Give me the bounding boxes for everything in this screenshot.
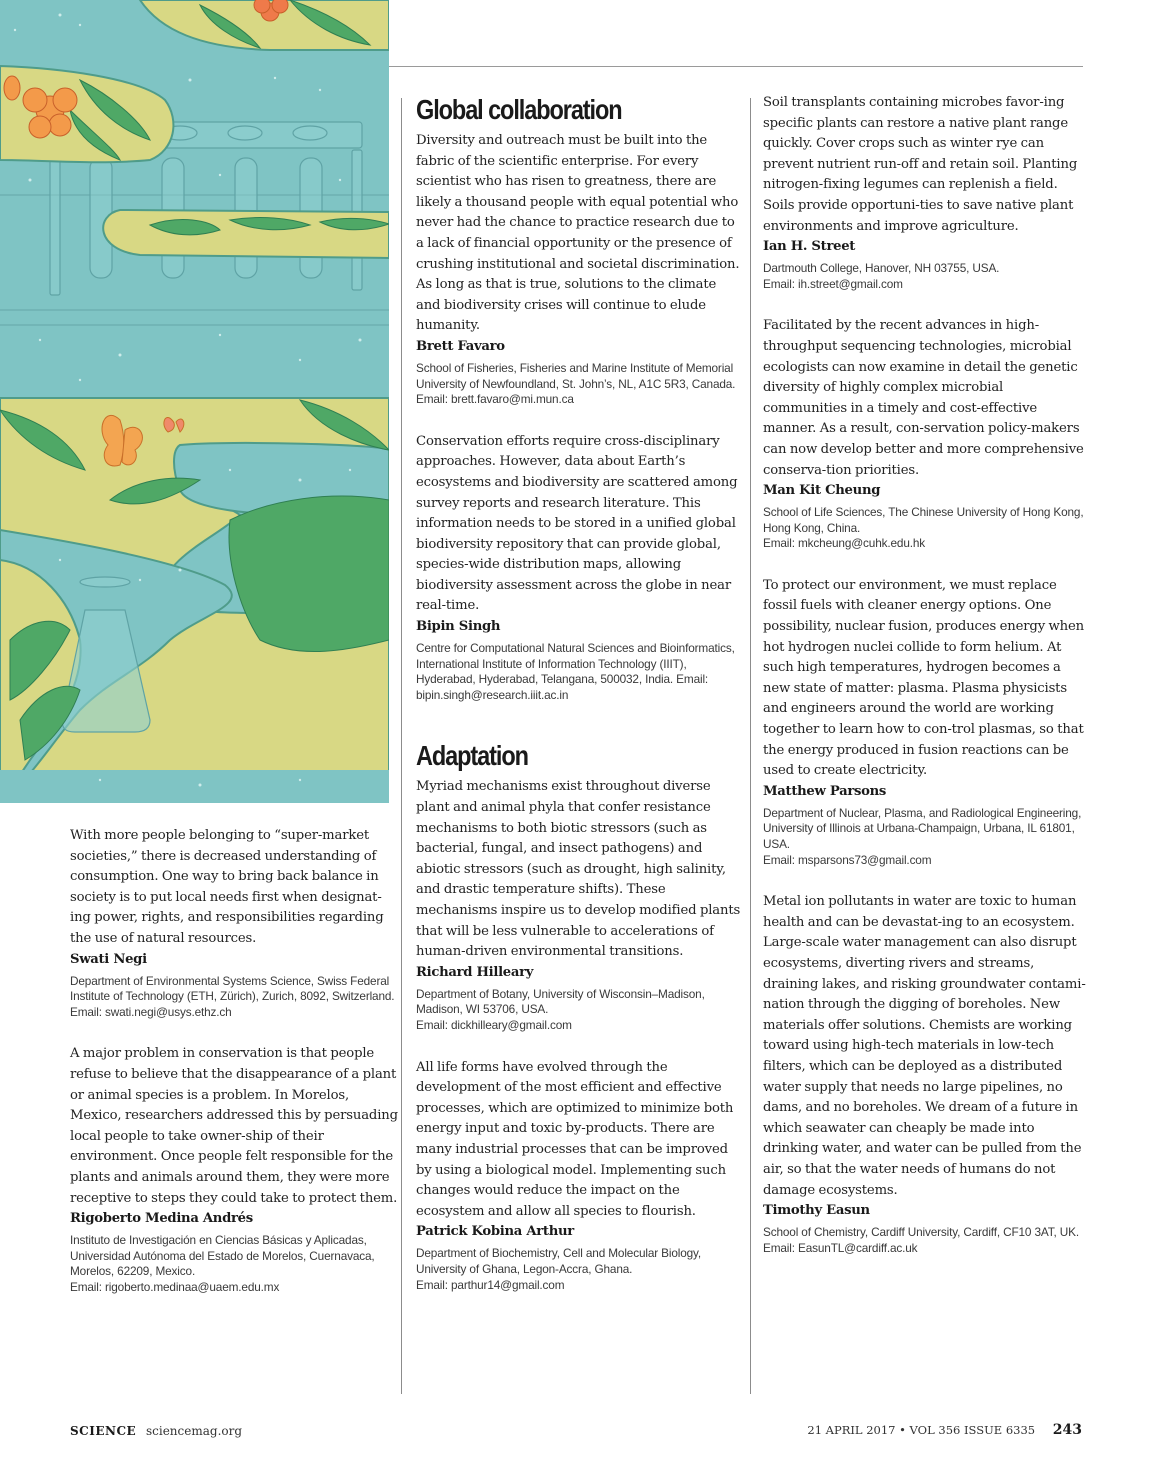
letter-body: Metal ion pollutants in water are toxic to human health and can be devastat-ing to an ecosystem. Large-scale water management can also disrupt ecosystems, diverting rivers and streams, draining lakes, and risking groundwater contami-nation through the digging of boreholes. New materials offer solutions. Chemists are working toward using high-tech materials in low-tech filters, which can be deployed as a distributed water supply that needs no large pipelines, no dams, and no boreholes. We dream of a future in which seawater can cheaply be made into drinking water, and water can be pulled from the air, so that the water needs of humans do not damage ecosystems. bbox=[763, 894, 1086, 1198]
column-divider-left bbox=[401, 98, 402, 1394]
column-middle bbox=[416, 93, 741, 1317]
affiliation-text: Instituto de Investigación en Ciencias Básicas y Aplicadas, Universidad Autónoma del Estado de Morelos, Cuernavaca, Morelos, 62209, Mexico. bbox=[70, 1233, 375, 1279]
article-illustration bbox=[0, 0, 389, 803]
affiliation-text: Department of Biochemistry, Cell and Molecular Biology, University of Ghana, Legon-Accra, Ghana. bbox=[416, 1246, 702, 1276]
letter-author: Timothy Easun bbox=[763, 1203, 870, 1219]
column-right bbox=[763, 93, 1088, 1280]
letter-affiliation bbox=[416, 987, 741, 1034]
letter-affiliation bbox=[416, 1246, 741, 1293]
affiliation-email: Email: ih.street@gmail.com bbox=[763, 276, 903, 291]
letter-author: Matthew Parsons bbox=[763, 783, 887, 799]
letter-body: All life forms have evolved through the development of the most efficient and effective processes, which are optimized to minimize both energy input and toxic by-products. There are many industrial processes that can be improved by using a biological model. Implementing such changes would reduce the impact on the ecosystem and allow all species to flourish. bbox=[416, 1059, 734, 1219]
letter bbox=[416, 1058, 741, 1294]
letter-body: Facilitated by the recent advances in high-throughput sequencing technologies, microbial ecologists can now examine in detail the genetic diversity of highly complex microbial communities in a timely and cost-effective manner. As a result, con-servation policy-makers can now develop better and more comprehensive conserva-tion priorities. bbox=[763, 318, 1084, 478]
section-heading-global-collaboration: Global collaboration bbox=[416, 94, 622, 125]
letter-affiliation bbox=[763, 806, 1088, 868]
affiliation-text: Department of Environmental Systems Science, Swiss Federal Institute of Technology (ETH, Zürich), Zurich, 8092, Switzerland. bbox=[70, 973, 395, 1004]
letter-body: To protect our environment, we must replace fossil fuels with cleaner energy options. One possibility, nuclear fusion, produces energy when hot hydrogen nuclei collide to form helium. At such high temperatures, hydrogen becomes a new state of matter: plasma. Plasma physicists and engineers around the world are working together to learn how to con-trol plasmas, so that the energy produced in fusion reactions can be used to create electricity. bbox=[763, 577, 1085, 779]
letter-author: Rigoberto Medina Andrés bbox=[70, 1211, 253, 1227]
affiliation-email: Email: parthur14@gmail.com bbox=[416, 1277, 565, 1292]
letter bbox=[763, 892, 1088, 1256]
top-rule bbox=[389, 66, 1083, 67]
column-left bbox=[70, 826, 400, 1319]
letter bbox=[70, 826, 400, 1020]
letter bbox=[416, 432, 741, 704]
journal-website[interactable]: sciencemag.org bbox=[145, 1424, 243, 1438]
affiliation-email: Email: msparsons73@gmail.com bbox=[763, 852, 932, 867]
letter-author: Brett Favaro bbox=[416, 338, 505, 354]
letter bbox=[416, 777, 741, 1033]
letter-author: Man Kit Cheung bbox=[763, 483, 881, 499]
letter-affiliation bbox=[763, 261, 1088, 292]
letter-body: With more people belonging to “super-market societies,” there is decreased understanding of consumption. One way to bring back balance in society is to put local needs first when designat-ing power, rights, and responsibilities regarding the use of natural resources. bbox=[70, 828, 384, 946]
footer-left bbox=[70, 1424, 242, 1438]
letter bbox=[70, 1044, 400, 1295]
letter-body: Diversity and outreach must be built into the fabric of the scientific enterprise. For every scientist who has risen to greatness, there are likely a thousand people with equal potential who never had the chance to practice research due to a lack of financial opportunity or the presence of crushing institutional and societal discrimination. As long as that is true, solutions to the climate and biodiversity crises will continue to elude humanity. bbox=[416, 133, 740, 334]
footer-right bbox=[807, 1422, 1082, 1438]
letter-affiliation bbox=[70, 974, 400, 1021]
letter-author: Bipin Singh bbox=[416, 619, 501, 635]
affiliation-text: School of Life Sciences, The Chinese University of Hong Kong, Hong Kong, China. bbox=[763, 505, 1084, 535]
affiliation-email: Email: mkcheung@cuhk.edu.hk bbox=[763, 536, 926, 551]
column-divider-right bbox=[750, 98, 751, 1394]
letter-affiliation: Centre for Computational Natural Sciences and Bioinformatics, International Institute of Information Technology (IIIT), Hyderabad, Hyderabad, Telangana, 500032, India. Email: bipin.singh@research.iiit.ac.in bbox=[416, 641, 735, 702]
letter-body: Soil transplants containing microbes favor-ing specific plants can restore a native plant range quickly. Cover crops such as winter rye can prevent nutrient run-off and retain soil. Planting nitrogen-fixing legumes can replenish a field. Soils provide opportuni-ties to save native plant environments and improve agriculture. bbox=[763, 95, 1078, 234]
letter bbox=[763, 93, 1088, 292]
journal-brand: SCIENCE bbox=[70, 1424, 137, 1438]
letter-author: Swati Negi bbox=[70, 951, 147, 967]
letter-affiliation bbox=[763, 505, 1088, 552]
letter-affiliation bbox=[70, 1233, 400, 1295]
issue-info: 21 APRIL 2017 • VOL 356 ISSUE 6335 bbox=[807, 1423, 1036, 1437]
page-number: 243 bbox=[1052, 1422, 1082, 1438]
affiliation-text: Dartmouth College, Hanover, NH 03755, USA. bbox=[763, 261, 1000, 276]
affiliation-text: Department of Nuclear, Plasma, and Radiological Engineering, University of Illinois at Urbana-Champaign, Urbana, IL 61801, USA. bbox=[763, 805, 1082, 851]
affiliation-email: Email: dickhilleary@gmail.com bbox=[416, 1017, 572, 1032]
letter bbox=[763, 316, 1088, 552]
letter bbox=[416, 131, 741, 408]
letter-affiliation: School of Fisheries, Fisheries and Marine Institute of Memorial University of Newfoundland, St. John’s, NL, A1C 5R3, Canada. Email: brett.favaro@mi.mun.ca bbox=[416, 360, 736, 407]
section-heading-adaptation: Adaptation bbox=[416, 740, 528, 772]
letter-body: A major problem in conservation is that people refuse to believe that the disappearance of a plant or animal species is a problem. In Morelos, Mexico, researchers addressed this by persuading local people to take owner-ship of their environment. Once people felt responsible for the plants and animals around them, they were more receptive to steps they could take to protect them. bbox=[70, 1046, 398, 1206]
affiliation-email: Email: swati.negi@usys.ethz.ch bbox=[70, 1004, 232, 1019]
letter-body: Conservation efforts require cross-disciplinary approaches. However, data about Earth’s ecosystems and biodiversity are scattered among survey reports and research literature. This information needs to be stored in a unified global biodiversity repository that can provide global, species-wide distribution maps, allowing biodiversity assessment across the globe in near real-time. bbox=[416, 433, 738, 614]
letter-author: Patrick Kobina Arthur bbox=[416, 1224, 574, 1240]
letter-author: Richard Hilleary bbox=[416, 964, 534, 980]
letter-body: Myriad mechanisms exist throughout diverse plant and animal phyla that confer resistance mechanisms to both biotic stressors (such as bacterial, fungal, and insect pathogens) and abiotic stressors (such as drought, high salinity, and drastic temperature shifts). These mechanisms inspire us to develop modified plants that will be less vulnerable to accelerations of human-driven environmental transitions. bbox=[416, 779, 741, 960]
letter-affiliation: School of Chemistry, Cardiff University, Cardiff, CF10 3AT, UK. Email: EasunTL@cardiff.ac.uk bbox=[763, 1225, 1079, 1255]
letter bbox=[763, 576, 1088, 868]
affiliation-email: Email: rigoberto.medinaa@uaem.edu.mx bbox=[70, 1279, 280, 1294]
affiliation-text: Department of Botany, University of Wisconsin–Madison, Madison, WI 53706, USA. bbox=[416, 986, 705, 1017]
letter-author: Ian H. Street bbox=[763, 239, 856, 255]
